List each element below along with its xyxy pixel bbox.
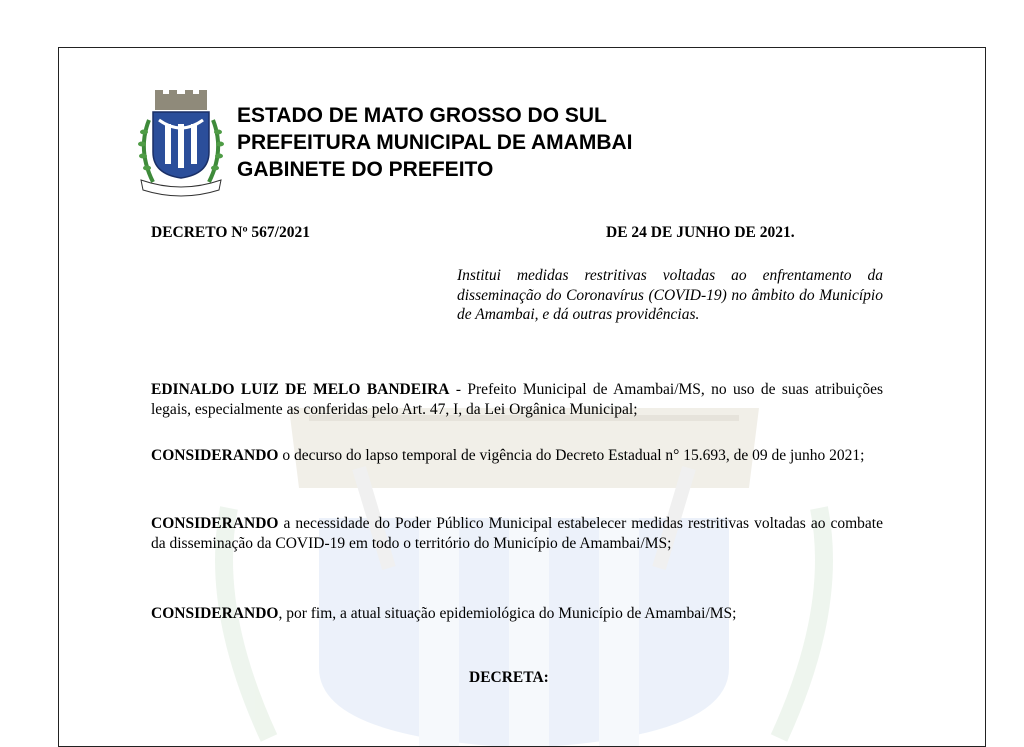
government-header <box>237 102 633 183</box>
decree-summary: Institui medidas restritivas voltadas ao enfrentamento da disseminação do Coronavírus (COVID-19) no âmbito do Município de Amambai, e dá outras providências. <box>457 267 883 323</box>
header-office: GABINETE DO PREFEITO <box>237 158 494 181</box>
paragraph-text: o decurso do lapso temporal de vigência do Decreto Estadual n° 15.693, de 09 de junho 2021; <box>278 447 865 464</box>
municipal-coat-of-arms <box>135 90 227 200</box>
header-prefecture: PREFEITURA MUNICIPAL DE AMAMBAI <box>237 131 633 154</box>
preamble-paragraph <box>151 380 883 419</box>
paragraph-text: a necessidade do Poder Público Municipal estabelecer medidas restritivas voltadas ao combate da disseminação da COVID-19 em todo o território do Município de Amambai/MS; <box>151 515 883 552</box>
header-state: ESTADO DE MATO GROSSO DO SUL <box>237 104 607 127</box>
paragraph-text: - Prefeito Municipal de Amambai/MS, no uso de suas atribuições legais, especialmente as conferidas pelo Art. 47, I, da Lei Orgânica Municipal; <box>151 381 883 418</box>
decree-number: DECRETO Nº 567/2021 <box>151 224 310 241</box>
document-page <box>58 47 986 747</box>
considering-paragraph-3 <box>151 604 883 624</box>
paragraph-lead: EDINALDO LUIZ DE MELO BANDEIRA <box>151 381 450 398</box>
decree-date: DE 24 DE JUNHO DE 2021. <box>606 224 795 241</box>
paragraph-lead: CONSIDERANDO <box>151 515 279 532</box>
decreta-heading: DECRETA: <box>469 669 549 686</box>
considering-paragraph-2 <box>151 514 883 553</box>
paragraph-text: , por fim, a atual situação epidemiológica do Município de Amambai/MS; <box>278 605 737 622</box>
considering-paragraph-1 <box>151 446 883 466</box>
paragraph-lead: CONSIDERANDO <box>151 447 279 464</box>
paragraph-lead: CONSIDERANDO <box>151 605 279 622</box>
decree-heading <box>151 224 843 242</box>
